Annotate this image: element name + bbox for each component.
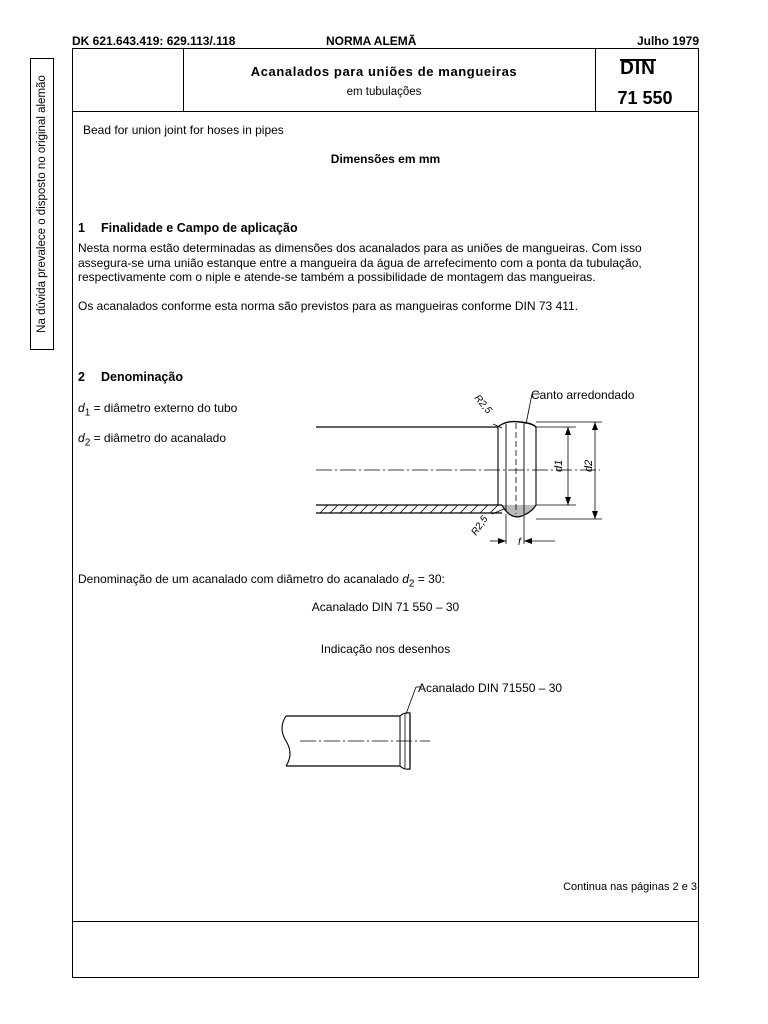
- radius-bottom-label: R2,5: [469, 514, 491, 538]
- d1-dimension-label: d1: [553, 459, 565, 472]
- d1-text: = diâmetro externo do tubo: [90, 401, 238, 415]
- designation-subscript: 2: [408, 578, 415, 590]
- designation-sentence: [78, 572, 445, 592]
- f-dimension-label: f: [518, 537, 521, 548]
- d1-subscript: 1: [84, 407, 91, 419]
- d2-dimension-label: d2: [583, 459, 595, 472]
- bead-indication-drawing: [270, 676, 600, 786]
- title-block-left-divider: [183, 49, 184, 111]
- title-block-divider: [73, 111, 698, 112]
- english-title: Bead for union joint for hoses in pipes: [83, 123, 284, 137]
- bead-bottom: [502, 505, 536, 517]
- wall-hatching: [320, 505, 498, 513]
- designation-suffix: = 30:: [414, 572, 445, 586]
- section1-number: 1: [78, 221, 85, 235]
- section1-paragraph1: [78, 241, 698, 285]
- section2-number: 2: [78, 370, 85, 384]
- designation-prefix: Denominação de um acanalado com diâmetro do acanalado: [78, 572, 403, 586]
- side-note: Na dúvida prevalece o disposto no original alemão: [36, 75, 48, 333]
- d2-symbol: d: [78, 431, 85, 445]
- date: Julho 1979: [636, 34, 699, 48]
- drawing-indication-title: Indicação nos desenhos: [320, 642, 451, 656]
- dimensions-note: Dimensões em mm: [330, 152, 441, 166]
- section1-para1-line: assegura-se uma união estanque entre a mangueira da água de arrefecimento com a ponta da tubulação,: [78, 255, 642, 270]
- din-number: 71 550: [617, 88, 673, 108]
- title-block-right-divider: [595, 49, 596, 111]
- indication-leader: [406, 687, 416, 714]
- continuation-note: Continua nas páginas 2 e 3: [563, 881, 697, 893]
- document-title: Acanalados para uniões de mangueiras: [250, 64, 518, 79]
- designation-example: Acanalado DIN 71 550 – 30: [311, 600, 460, 614]
- rounded-corner-label: Canto arredondado: [531, 388, 635, 402]
- designation-symbol: d: [402, 572, 409, 586]
- pipe-break-line: [282, 716, 290, 766]
- section1-heading: Finalidade e Campo de aplicação: [101, 221, 298, 235]
- d2-text: = diâmetro do acanalado: [90, 431, 227, 445]
- radius-top-label: R2,5: [471, 392, 494, 417]
- side-note-box: [30, 58, 54, 350]
- section2-heading: Denominação: [101, 370, 183, 384]
- section1-paragraph2: Os acanalados conforme esta norma são previstos para as mangueiras conforme DIN 73 411.: [78, 299, 579, 313]
- section1-para1-line: Nesta norma estão determinadas as dimensões dos acanalados para as uniões de mangueiras. Com isso: [78, 241, 642, 255]
- dk-code: DK 621.643.419: 629.113/.118: [72, 34, 236, 48]
- din-logo: [612, 58, 664, 80]
- section1-para1-line: respectivamente com o niple e atende-se também a possibilidade de montagem das mangueiras.: [78, 270, 596, 284]
- footer-divider: [73, 921, 698, 922]
- d2-subscript: 2: [84, 437, 91, 449]
- d1-symbol: d: [78, 401, 85, 415]
- norm-label: NORMA ALEMÃ: [326, 34, 417, 48]
- din-logo-text: DIN: [620, 58, 656, 79]
- indication-label: Acanalado DIN 71550 – 30: [418, 681, 563, 695]
- definition-d1: [78, 401, 237, 421]
- bead-section-drawing: [300, 380, 670, 550]
- bead-top: [498, 422, 536, 427]
- definition-d2: [78, 431, 226, 451]
- document-subtitle: em tubulações: [346, 86, 422, 98]
